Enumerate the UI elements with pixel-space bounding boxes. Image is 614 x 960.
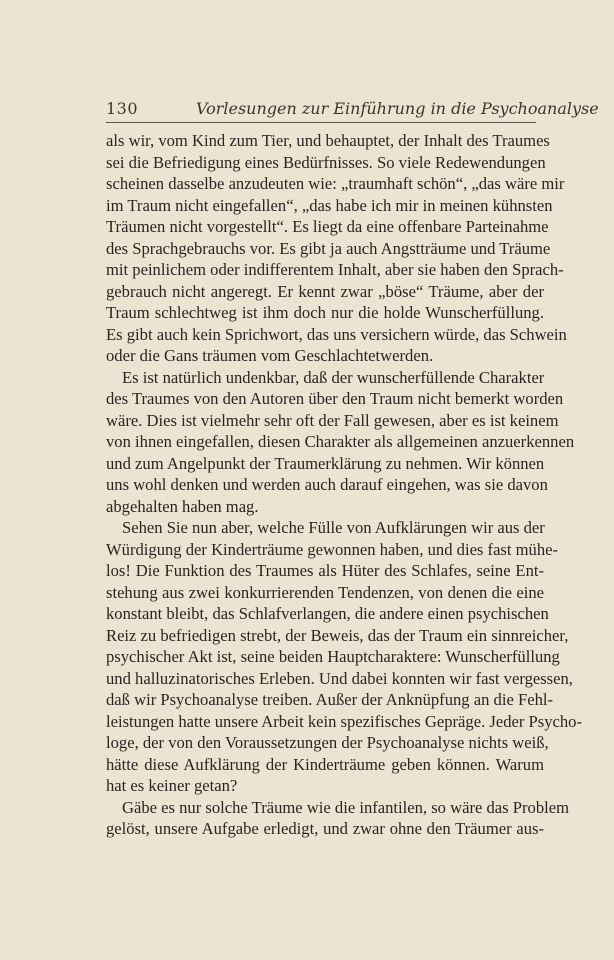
body-text (106, 130, 582, 840)
text-line: gelöst, unsere Aufgabe erledigt, und zwar ohne den Träumer aus- (106, 819, 544, 838)
header-rule (106, 122, 536, 123)
text-line: von ihnen eingefallen, diesen Charakter als allgemeinen anzuerkennen (106, 432, 575, 451)
text-line: Es gibt auch kein Sprichwort, das uns versichern würde, das Schwein (106, 324, 567, 344)
text-line: und zum Angelpunkt der Traumerklärung zu nehmen. Wir können (106, 453, 545, 473)
text-line: loge, der von den Voraussetzungen der Psychoanalyse nichts weiß, (106, 733, 549, 752)
text-line: stehung aus zwei konkurrierenden Tendenzen, von denen die eine (106, 582, 544, 602)
running-title: Vorlesungen zur Einführung in die Psychoanalyse (196, 99, 599, 118)
text-line: los! Die Funktion des Traumes als Hüter des Schlafes, seine Ent- (106, 561, 544, 580)
text-line: oder die Gans träumen vom Geschlachtetwerden. (106, 346, 434, 365)
text-line: Sehen Sie nun aber, welche Fülle von Aufklärungen wir aus der (122, 518, 545, 537)
text-line: hat es keiner getan? (106, 776, 238, 795)
text-line: Gäbe es nur solche Träume wie die infantilen, so wäre das Problem (122, 797, 570, 817)
text-line: leistungen hatte unsere Arbeit kein spezifisches Gepräge. Jeder Psycho- (106, 711, 582, 731)
text-line: Reiz zu befriedigen strebt, der Beweis, das der Traum ein sinnreicher, (106, 625, 569, 645)
text-line: des Sprachgebrauchs vor. Es gibt ja auch Angstträume und Träume (106, 238, 551, 258)
text-line: scheinen dasselbe anzudeuten wie: „traumhaft schön“, „das wäre mir (106, 174, 565, 193)
text-line: uns wohl denken und werden auch darauf eingehen, was sie davon (106, 475, 548, 494)
text-line: und halluzinatorisches Erleben. Und dabei konnten wir fast vergessen, (106, 668, 573, 688)
text-line: hätte diese Aufklärung der Kinderträume geben können. Warum (106, 754, 544, 774)
text-line: des Traumes von den Autoren über den Traum nicht bemerkt worden (106, 389, 564, 408)
text-line: mit peinlichem oder indifferentem Inhalt, aber sie haben den Sprach- (106, 260, 564, 279)
text-line: Traum schlechtweg ist ihm doch nur die holde Wunscherfüllung. (106, 303, 544, 322)
text-line: psychischer Akt ist, seine beiden Hauptcharaktere: Wunscherfüllung (106, 647, 560, 666)
text-line: abgehalten haben mag. (106, 496, 259, 516)
text-line: gebrauch nicht angeregt. Er kennt zwar „böse“ Träume, aber der (106, 281, 544, 301)
text-line: sei die Befriedigung eines Bedürfnisses. So viele Redewendungen (106, 152, 546, 172)
page-header (106, 97, 599, 119)
text-line: als wir, vom Kind zum Tier, und behauptet, der Inhalt des Traumes (106, 131, 550, 150)
text-line: Es ist natürlich undenkbar, daß der wunscherfüllende Charakter (122, 367, 545, 387)
text-line: im Traum nicht eingefallen“, „das habe ich mir in meinen kühnsten (106, 195, 553, 215)
page-number: 130 (106, 99, 139, 118)
text-line: Würdigung der Kinderträume gewonnen haben, und dies fast mühe- (106, 539, 559, 559)
text-line: konstant bleibt, das Schlafverlangen, die andere einen psychischen (106, 604, 549, 623)
text-line: Träumen nicht vorgestellt“. Es liegt da eine offenbare Parteinahme (106, 217, 549, 236)
text-line: wäre. Dies ist vielmehr sehr oft der Fall gewesen, aber es ist keinem (106, 410, 559, 430)
text-line: daß wir Psychoanalyse treiben. Außer der Anknüpfung an die Fehl- (106, 690, 554, 709)
